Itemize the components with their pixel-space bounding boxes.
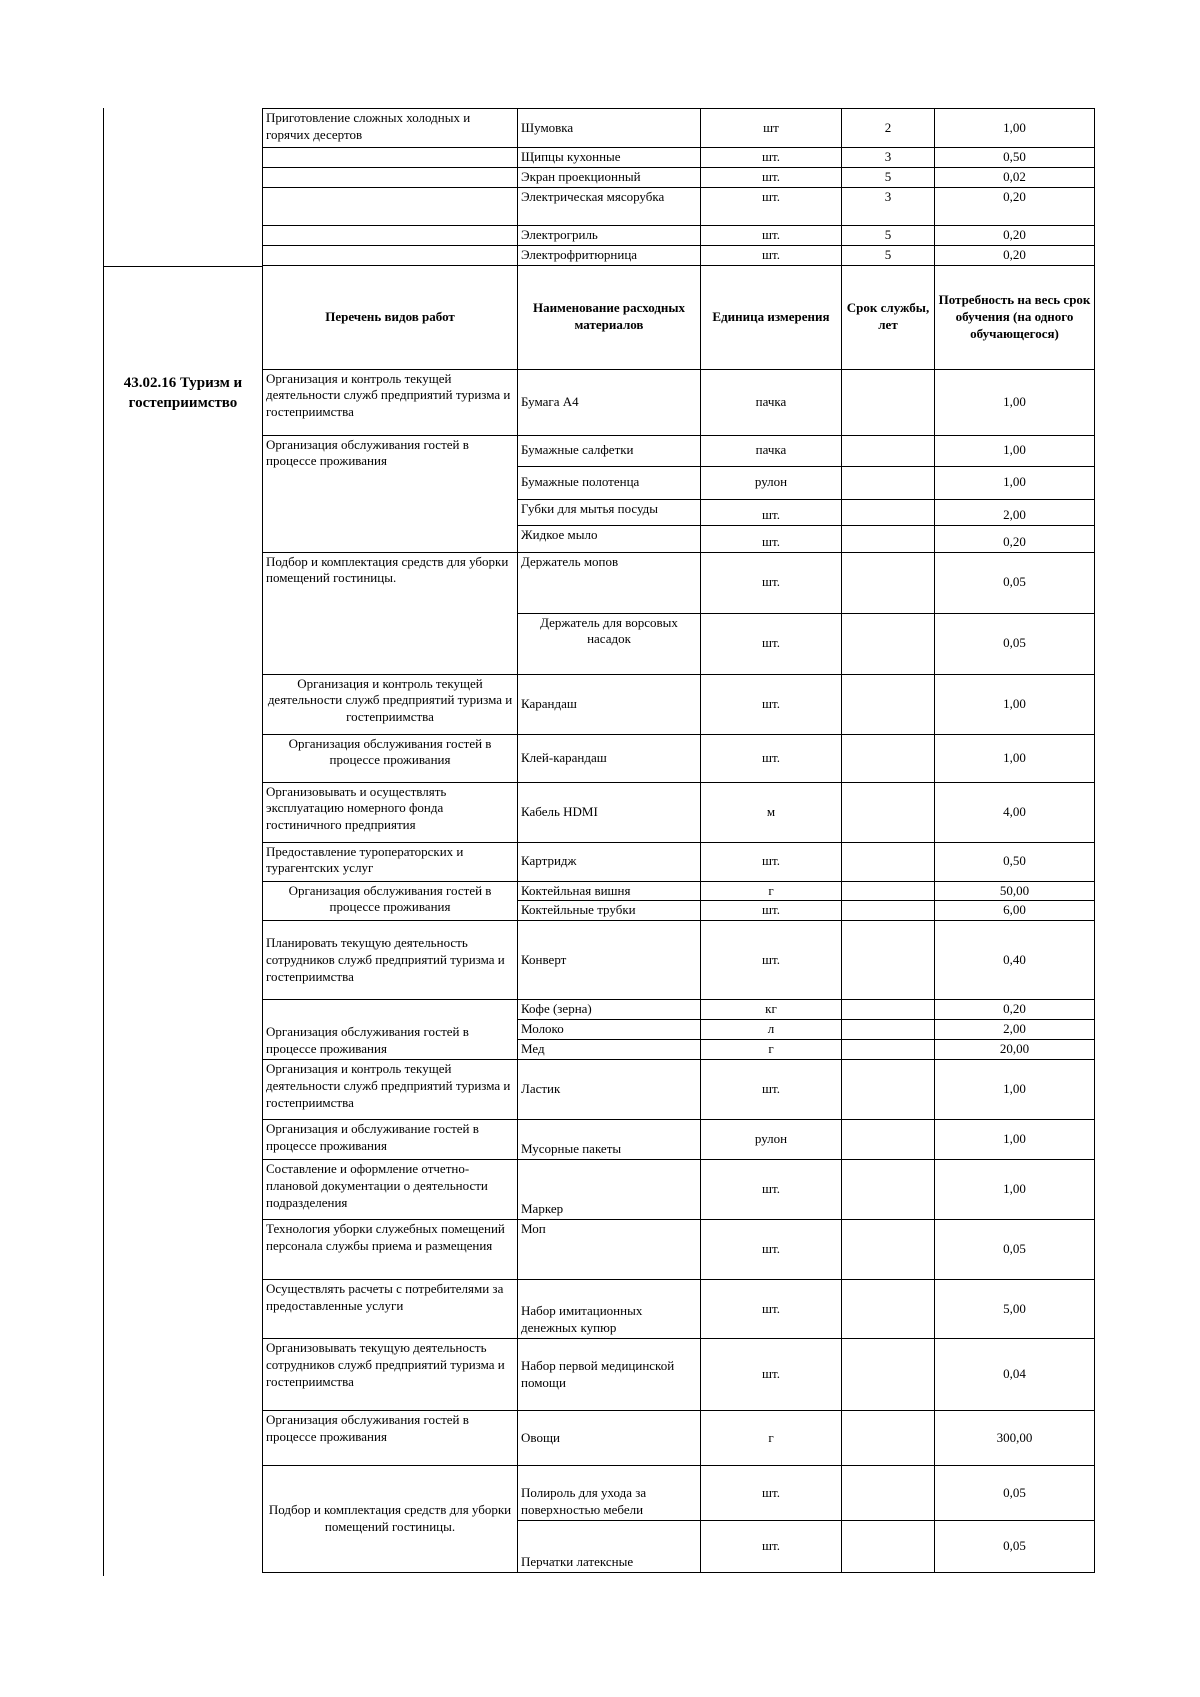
need-cell: 0,50 [935, 842, 1095, 881]
work-cell: Организация обслуживания гостей в процессе проживания [263, 1411, 518, 1466]
table-row [263, 674, 1095, 734]
life-cell [842, 734, 935, 782]
need-cell: 0,05 [935, 552, 1095, 613]
need-cell: 0,20 [935, 1000, 1095, 1020]
life-cell [842, 674, 935, 734]
material-cell: Перчатки латексные [518, 1521, 701, 1573]
unit-cell: шт. [701, 1521, 842, 1573]
material-cell: Бумага А4 [518, 369, 701, 435]
work-cell [263, 187, 518, 225]
left-border-line [103, 108, 104, 266]
table-row [263, 1160, 1095, 1220]
life-cell [842, 881, 935, 901]
need-cell: 1,00 [935, 734, 1095, 782]
life-cell: 3 [842, 187, 935, 225]
material-cell: Мусорные пакеты [518, 1120, 701, 1160]
life-cell [842, 921, 935, 1000]
life-cell [842, 842, 935, 881]
table-row [263, 1000, 1095, 1020]
work-cell: Организация и контроль текущей деятельности служб предприятий туризма и гостеприимства [263, 1060, 518, 1120]
material-cell: Картридж [518, 842, 701, 881]
unit-cell: шт [701, 109, 842, 148]
table-row [263, 1120, 1095, 1160]
need-cell: 1,00 [935, 109, 1095, 148]
unit-cell: шт. [701, 613, 842, 674]
life-cell [842, 1120, 935, 1160]
need-cell: 0,05 [935, 1466, 1095, 1521]
need-cell: 300,00 [935, 1411, 1095, 1466]
unit-cell: шт. [701, 148, 842, 168]
material-cell: Жидкое мыло [518, 525, 701, 552]
unit-cell: м [701, 782, 842, 842]
material-cell: Держатель мопов [518, 552, 701, 613]
work-cell: Подбор и комплектация средств для уборки помещений гостиницы. [263, 552, 518, 674]
unit-cell: пачка [701, 435, 842, 466]
table-row [263, 1280, 1095, 1339]
unit-cell: шт. [701, 901, 842, 921]
material-cell: Мед [518, 1040, 701, 1060]
material-cell: Овощи [518, 1411, 701, 1466]
header-unit: Единица измерения [701, 265, 842, 369]
need-cell: 1,00 [935, 1120, 1095, 1160]
unit-cell: шт. [701, 187, 842, 225]
work-cell: Приготовление сложных холодных и горячих десертов [263, 109, 518, 148]
material-cell: Коктейльные трубки [518, 901, 701, 921]
work-cell: Организация и обслуживание гостей в процессе проживания [263, 1120, 518, 1160]
material-cell: Конверт [518, 921, 701, 1000]
life-cell [842, 901, 935, 921]
materials-table [262, 108, 1095, 1573]
material-cell: Губки для мытья посуды [518, 499, 701, 525]
unit-cell: шт. [701, 734, 842, 782]
life-cell [842, 613, 935, 674]
need-cell: 0,20 [935, 187, 1095, 225]
need-cell: 0,02 [935, 167, 1095, 187]
work-cell [263, 148, 518, 168]
material-cell: Клей-карандаш [518, 734, 701, 782]
work-cell: Технология уборки служебных помещений персонала службы приема и размещения [263, 1220, 518, 1280]
header-need: Потребность на весь срок обучения (на одного обучающегося) [935, 265, 1095, 369]
need-cell: 0,05 [935, 613, 1095, 674]
unit-cell: шт. [701, 1466, 842, 1521]
need-cell: 2,00 [935, 1020, 1095, 1040]
material-cell: Электрофритюрница [518, 245, 701, 265]
work-cell: Организация и контроль текущей деятельности служб предприятий туризма и гостеприимства [263, 674, 518, 734]
unit-cell: шт. [701, 552, 842, 613]
need-cell: 0,20 [935, 245, 1095, 265]
work-cell: Организация обслуживания гостей в процессе проживания [263, 881, 518, 921]
unit-cell: шт. [701, 525, 842, 552]
work-cell: Подбор и комплектация средств для уборки помещений гостиницы. [263, 1466, 518, 1573]
work-cell: Составление и оформление отчетно-плановой документации о деятельности подразделения [263, 1160, 518, 1220]
need-cell: 6,00 [935, 901, 1095, 921]
table-row [263, 187, 1095, 225]
material-cell: Полироль для ухода за поверхностью мебели [518, 1466, 701, 1521]
unit-cell: шт. [701, 842, 842, 881]
need-cell: 0,20 [935, 225, 1095, 245]
life-cell [842, 466, 935, 499]
life-cell: 3 [842, 148, 935, 168]
table-row [263, 435, 1095, 466]
table-row [263, 225, 1095, 245]
need-cell: 5,00 [935, 1280, 1095, 1339]
specialty-column-border [103, 266, 263, 1576]
work-cell: Осуществлять расчеты с потребителями за предоставленные услуги [263, 1280, 518, 1339]
unit-cell: шт. [701, 674, 842, 734]
need-cell: 0,05 [935, 1521, 1095, 1573]
need-cell: 1,00 [935, 1060, 1095, 1120]
life-cell [842, 1521, 935, 1573]
life-cell [842, 782, 935, 842]
material-cell: Коктейльная вишня [518, 881, 701, 901]
table-row [263, 148, 1095, 168]
need-cell: 0,04 [935, 1339, 1095, 1411]
unit-cell: г [701, 1040, 842, 1060]
need-cell: 50,00 [935, 881, 1095, 901]
table-row [263, 167, 1095, 187]
life-cell [842, 1339, 935, 1411]
header-life: Срок службы, лет [842, 265, 935, 369]
material-cell: Шумовка [518, 109, 701, 148]
material-cell: Экран проекционный [518, 167, 701, 187]
need-cell: 1,00 [935, 1160, 1095, 1220]
material-cell: Электрическая мясорубка [518, 187, 701, 225]
need-cell: 0,40 [935, 921, 1095, 1000]
need-cell: 1,00 [935, 466, 1095, 499]
unit-cell: шт. [701, 1160, 842, 1220]
work-cell: Организация обслуживания гостей в процессе проживания [263, 1000, 518, 1060]
unit-cell: рулон [701, 466, 842, 499]
unit-cell: л [701, 1020, 842, 1040]
need-cell: 20,00 [935, 1040, 1095, 1060]
life-cell [842, 552, 935, 613]
unit-cell: шт. [701, 1339, 842, 1411]
table-row [263, 782, 1095, 842]
need-cell: 4,00 [935, 782, 1095, 842]
work-cell [263, 167, 518, 187]
life-cell: 5 [842, 167, 935, 187]
table-row [263, 109, 1095, 148]
unit-cell: пачка [701, 369, 842, 435]
life-cell: 2 [842, 109, 935, 148]
unit-cell: шт. [701, 1220, 842, 1280]
work-cell: Планировать текущую деятельность сотрудников служб предприятий туризма и гостеприимства [263, 921, 518, 1000]
material-cell: Электрогриль [518, 225, 701, 245]
table-row [263, 881, 1095, 901]
material-cell: Маркер [518, 1160, 701, 1220]
material-cell: Бумажные салфетки [518, 435, 701, 466]
life-cell [842, 499, 935, 525]
life-cell [842, 435, 935, 466]
table-row [263, 842, 1095, 881]
material-cell: Бумажные полотенца [518, 466, 701, 499]
need-cell: 0,50 [935, 148, 1095, 168]
life-cell [842, 1280, 935, 1339]
work-cell: Организация и контроль текущей деятельности служб предприятий туризма и гостеприимства [263, 369, 518, 435]
life-cell [842, 1020, 935, 1040]
table-header-row [263, 265, 1095, 369]
material-cell: Моп [518, 1220, 701, 1280]
unit-cell: кг [701, 1000, 842, 1020]
specialty-code: 43.02.16 Туризм и гостеприимство [123, 375, 243, 411]
need-cell: 1,00 [935, 674, 1095, 734]
table-row [263, 1339, 1095, 1411]
life-cell [842, 369, 935, 435]
life-cell [842, 1411, 935, 1466]
life-cell [842, 1040, 935, 1060]
unit-cell: шт. [701, 921, 842, 1000]
unit-cell: шт. [701, 167, 842, 187]
unit-cell: шт. [701, 499, 842, 525]
material-cell: Держатель для ворсовых насадок [518, 613, 701, 674]
need-cell: 0,20 [935, 525, 1095, 552]
work-cell: Организация обслуживания гостей в процессе проживания [263, 435, 518, 552]
life-cell [842, 525, 935, 552]
unit-cell: шт. [701, 1060, 842, 1120]
material-cell: Набор имитационных денежных купюр [518, 1280, 701, 1339]
life-cell [842, 1000, 935, 1020]
material-cell: Молоко [518, 1020, 701, 1040]
life-cell: 5 [842, 225, 935, 245]
material-cell: Карандаш [518, 674, 701, 734]
unit-cell: шт. [701, 225, 842, 245]
table-row [263, 921, 1095, 1000]
table-row [263, 245, 1095, 265]
life-cell: 5 [842, 245, 935, 265]
material-cell: Кофе (зерна) [518, 1000, 701, 1020]
need-cell: 1,00 [935, 369, 1095, 435]
header-material: Наименование расходных материалов [518, 265, 701, 369]
header-works: Перечень видов работ [263, 265, 518, 369]
life-cell [842, 1466, 935, 1521]
work-cell: Организовывать текущую деятельность сотрудников служб предприятий туризма и гостеприимства [263, 1339, 518, 1411]
unit-cell: шт. [701, 245, 842, 265]
need-cell: 2,00 [935, 499, 1095, 525]
work-cell [263, 225, 518, 245]
table-row [263, 1411, 1095, 1466]
life-cell [842, 1160, 935, 1220]
unit-cell: рулон [701, 1120, 842, 1160]
table-row [263, 1220, 1095, 1280]
unit-cell: г [701, 1411, 842, 1466]
work-cell: Организовывать и осуществлять эксплуатацию номерного фонда гостиничного предприятия [263, 782, 518, 842]
life-cell [842, 1220, 935, 1280]
table-row [263, 1466, 1095, 1521]
table-row [263, 734, 1095, 782]
material-cell: Щипцы кухонные [518, 148, 701, 168]
work-cell [263, 245, 518, 265]
table-row [263, 552, 1095, 613]
unit-cell: г [701, 881, 842, 901]
need-cell: 0,05 [935, 1220, 1095, 1280]
life-cell [842, 1060, 935, 1120]
material-cell: Ластик [518, 1060, 701, 1120]
need-cell: 1,00 [935, 435, 1095, 466]
material-cell: Кабель HDMI [518, 782, 701, 842]
material-cell: Набор первой медицинской помощи [518, 1339, 701, 1411]
work-cell: Организация обслуживания гостей в процессе проживания [263, 734, 518, 782]
work-cell: Предоставление туроператорских и турагентских услуг [263, 842, 518, 881]
table-row [263, 1060, 1095, 1120]
unit-cell: шт. [701, 1280, 842, 1339]
table-row [263, 369, 1095, 435]
